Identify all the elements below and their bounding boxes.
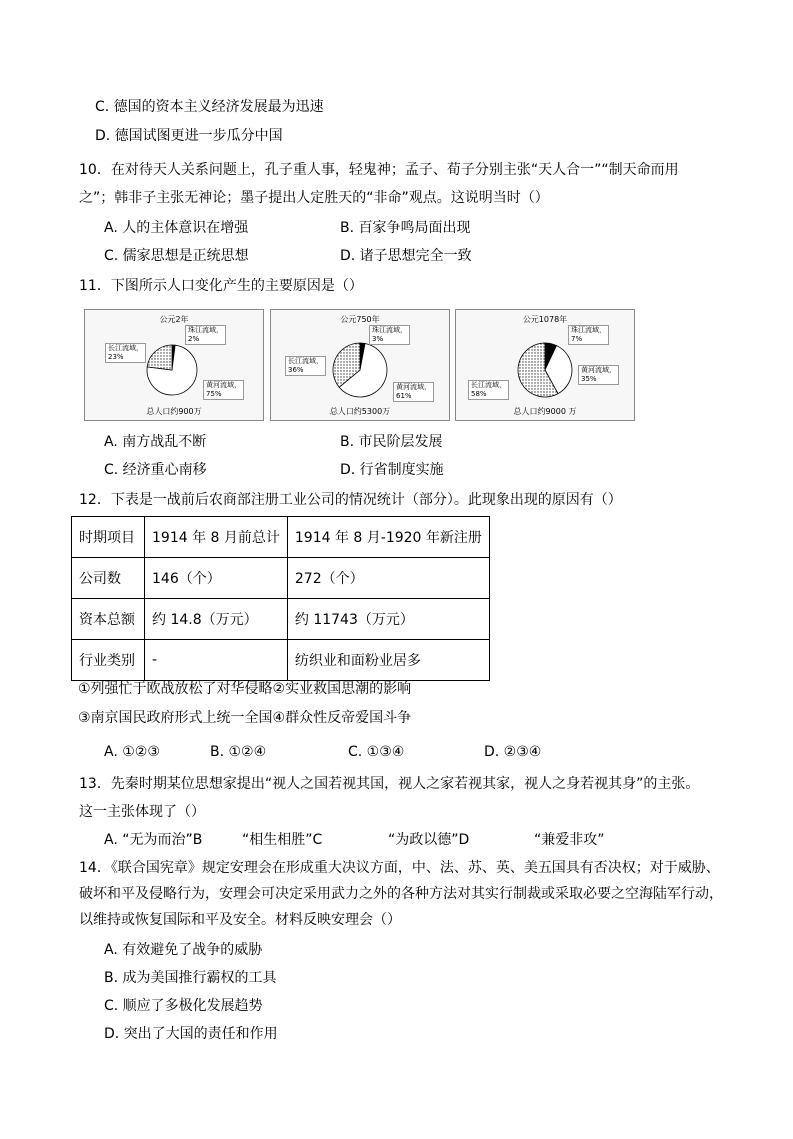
table-header-row	[72, 517, 490, 558]
option-d-prev: D. 德国试图更进一步瓜分中国	[95, 128, 283, 144]
q10-option-a[interactable]: A. 人的主体意识在增强	[104, 220, 249, 236]
q14-option-b[interactable]: B. 成为美国推行霸权的工具	[104, 970, 277, 986]
q11-option-c[interactable]: C. 经济重心南移	[104, 462, 207, 478]
q14-option-c[interactable]: C. 顺应了多极化发展趋势	[104, 998, 263, 1014]
table-cell: 1914 年 8 月前总计	[145, 517, 288, 558]
pie-title: 公元750年	[340, 315, 380, 324]
table-cell: 1914 年 8 月-1920 年新注册	[287, 517, 489, 558]
question-14-line1: 14．《联合国宪章》规定安理会在形成重大决议方面，中、法、苏、英、美五国具有否决权；对于威胁、	[79, 860, 720, 876]
table-cell: 146（个）	[145, 558, 288, 599]
q11-option-a[interactable]: A. 南方战乱不断	[104, 434, 207, 450]
table-cell: 272（个）	[287, 558, 489, 599]
question-14-line3: 以维持或恢复国际和平及安全。材料反映安理会（）	[79, 912, 401, 928]
question-13-line2: 这一主张体现了（）	[79, 804, 205, 820]
question-13-line1: 13．先秦时期某位思想家提出“视人之国若视其国，视人之家若视其家，视人之身若视其身”的主张。	[79, 776, 700, 792]
q13-option-a[interactable]: A. “无为而治”B	[104, 832, 203, 848]
question-12: 12．下表是一战前后农商部注册工业公司的情况统计（部分）。此现象出现的原因有（）	[79, 492, 622, 508]
question-10-line1: 10．在对待天人关系问题上，孔子重人事，轻鬼神；孟子、荀子分别主张“天人合一”“制天命而用	[79, 162, 679, 178]
table-cell: -	[145, 640, 288, 681]
label-huanghe: 黄河流域， 75%	[203, 380, 244, 400]
table-cell: 公司数	[72, 558, 145, 599]
label-huanghe: 黄河流域， 61%	[393, 382, 434, 402]
table-cell: 资本总额	[72, 599, 145, 640]
pie-footer: 总人口约9000 万	[513, 407, 577, 416]
q13-option-c[interactable]: “为政以德”D	[388, 832, 470, 848]
q12-option-b[interactable]: B. ①②④	[210, 744, 267, 760]
registration-table	[71, 516, 490, 681]
label-zhujiang: 珠江流域， 7%	[568, 325, 609, 345]
q10-option-c[interactable]: C. 儒家思想是正统思想	[104, 248, 249, 264]
q11-option-d[interactable]: D. 行省制度实施	[340, 462, 444, 478]
table-cell: 约 11743（万元）	[287, 599, 489, 640]
label-changjiang: 长江流域， 23%	[105, 343, 146, 363]
pie-chart-2	[270, 309, 450, 421]
table-cell: 行业类别	[72, 640, 145, 681]
q14-option-d[interactable]: D. 突出了大国的责任和作用	[104, 1026, 278, 1042]
table-row	[72, 599, 490, 640]
q10-option-b[interactable]: B. 百家争鸣局面出现	[340, 220, 471, 236]
pie-slice-长江流域	[147, 345, 172, 370]
q12-statement-1: ①列强忙于欧战放松了对华侵略②实业救国思潮的影响	[78, 681, 412, 697]
question-10-line2: 之”；韩非子主张无神论；墨子提出人定胜天的“非命”观点。这说明当时（）	[79, 190, 549, 206]
q12-option-d[interactable]: D. ②③④	[484, 744, 542, 760]
table-cell: 纺织业和面粉业居多	[287, 640, 489, 681]
label-changjiang: 长江流域， 36%	[285, 356, 326, 376]
table-row	[72, 640, 490, 681]
q11-option-b[interactable]: B. 市民阶层发展	[340, 434, 443, 450]
label-zhujiang: 珠江流域， 2%	[185, 325, 226, 345]
option-c-prev: C. 德国的资本主义经济发展最为迅速	[95, 99, 324, 115]
question-14-line2: 破坏和平及侵略行为，安理会可决定采用武力之外的各种方法对其实行制裁或采取必要之空海陆军行动，	[79, 886, 723, 902]
label-changjiang: 长江流域， 58%	[468, 380, 509, 400]
q12-option-c[interactable]: C. ①③④	[348, 744, 405, 760]
q10-option-d[interactable]: D. 诸子思想完全一致	[340, 248, 472, 264]
question-11: 11．下图所示人口变化产生的主要原因是（）	[79, 278, 363, 294]
pie-title: 公元1078年	[522, 315, 568, 324]
table-row	[72, 558, 490, 599]
pie-footer: 总人口约5300万	[329, 407, 391, 416]
q12-statement-2: ③南京国民政府形式上统一全国④群众性反帝爱国斗争	[78, 710, 412, 726]
pie-title: 公元2年	[159, 315, 189, 324]
label-huanghe: 黄河流域， 35%	[578, 365, 619, 385]
table-cell: 约 14.8（万元）	[145, 599, 288, 640]
table-cell: 时期项目	[72, 517, 145, 558]
pie-footer: 总人口约900万	[146, 407, 202, 416]
pie-chart-3	[455, 309, 635, 421]
q14-option-a[interactable]: A. 有效避免了战争的威胁	[104, 942, 263, 958]
pie-svg	[85, 310, 263, 420]
pie-chart-1	[84, 309, 264, 421]
label-zhujiang: 珠江流域， 3%	[369, 325, 410, 345]
q13-option-b[interactable]: “相生相胜”C	[242, 832, 323, 848]
q13-option-d[interactable]: “兼爱非攻”	[534, 832, 605, 848]
q12-option-a[interactable]: A. ①②③	[104, 744, 160, 760]
